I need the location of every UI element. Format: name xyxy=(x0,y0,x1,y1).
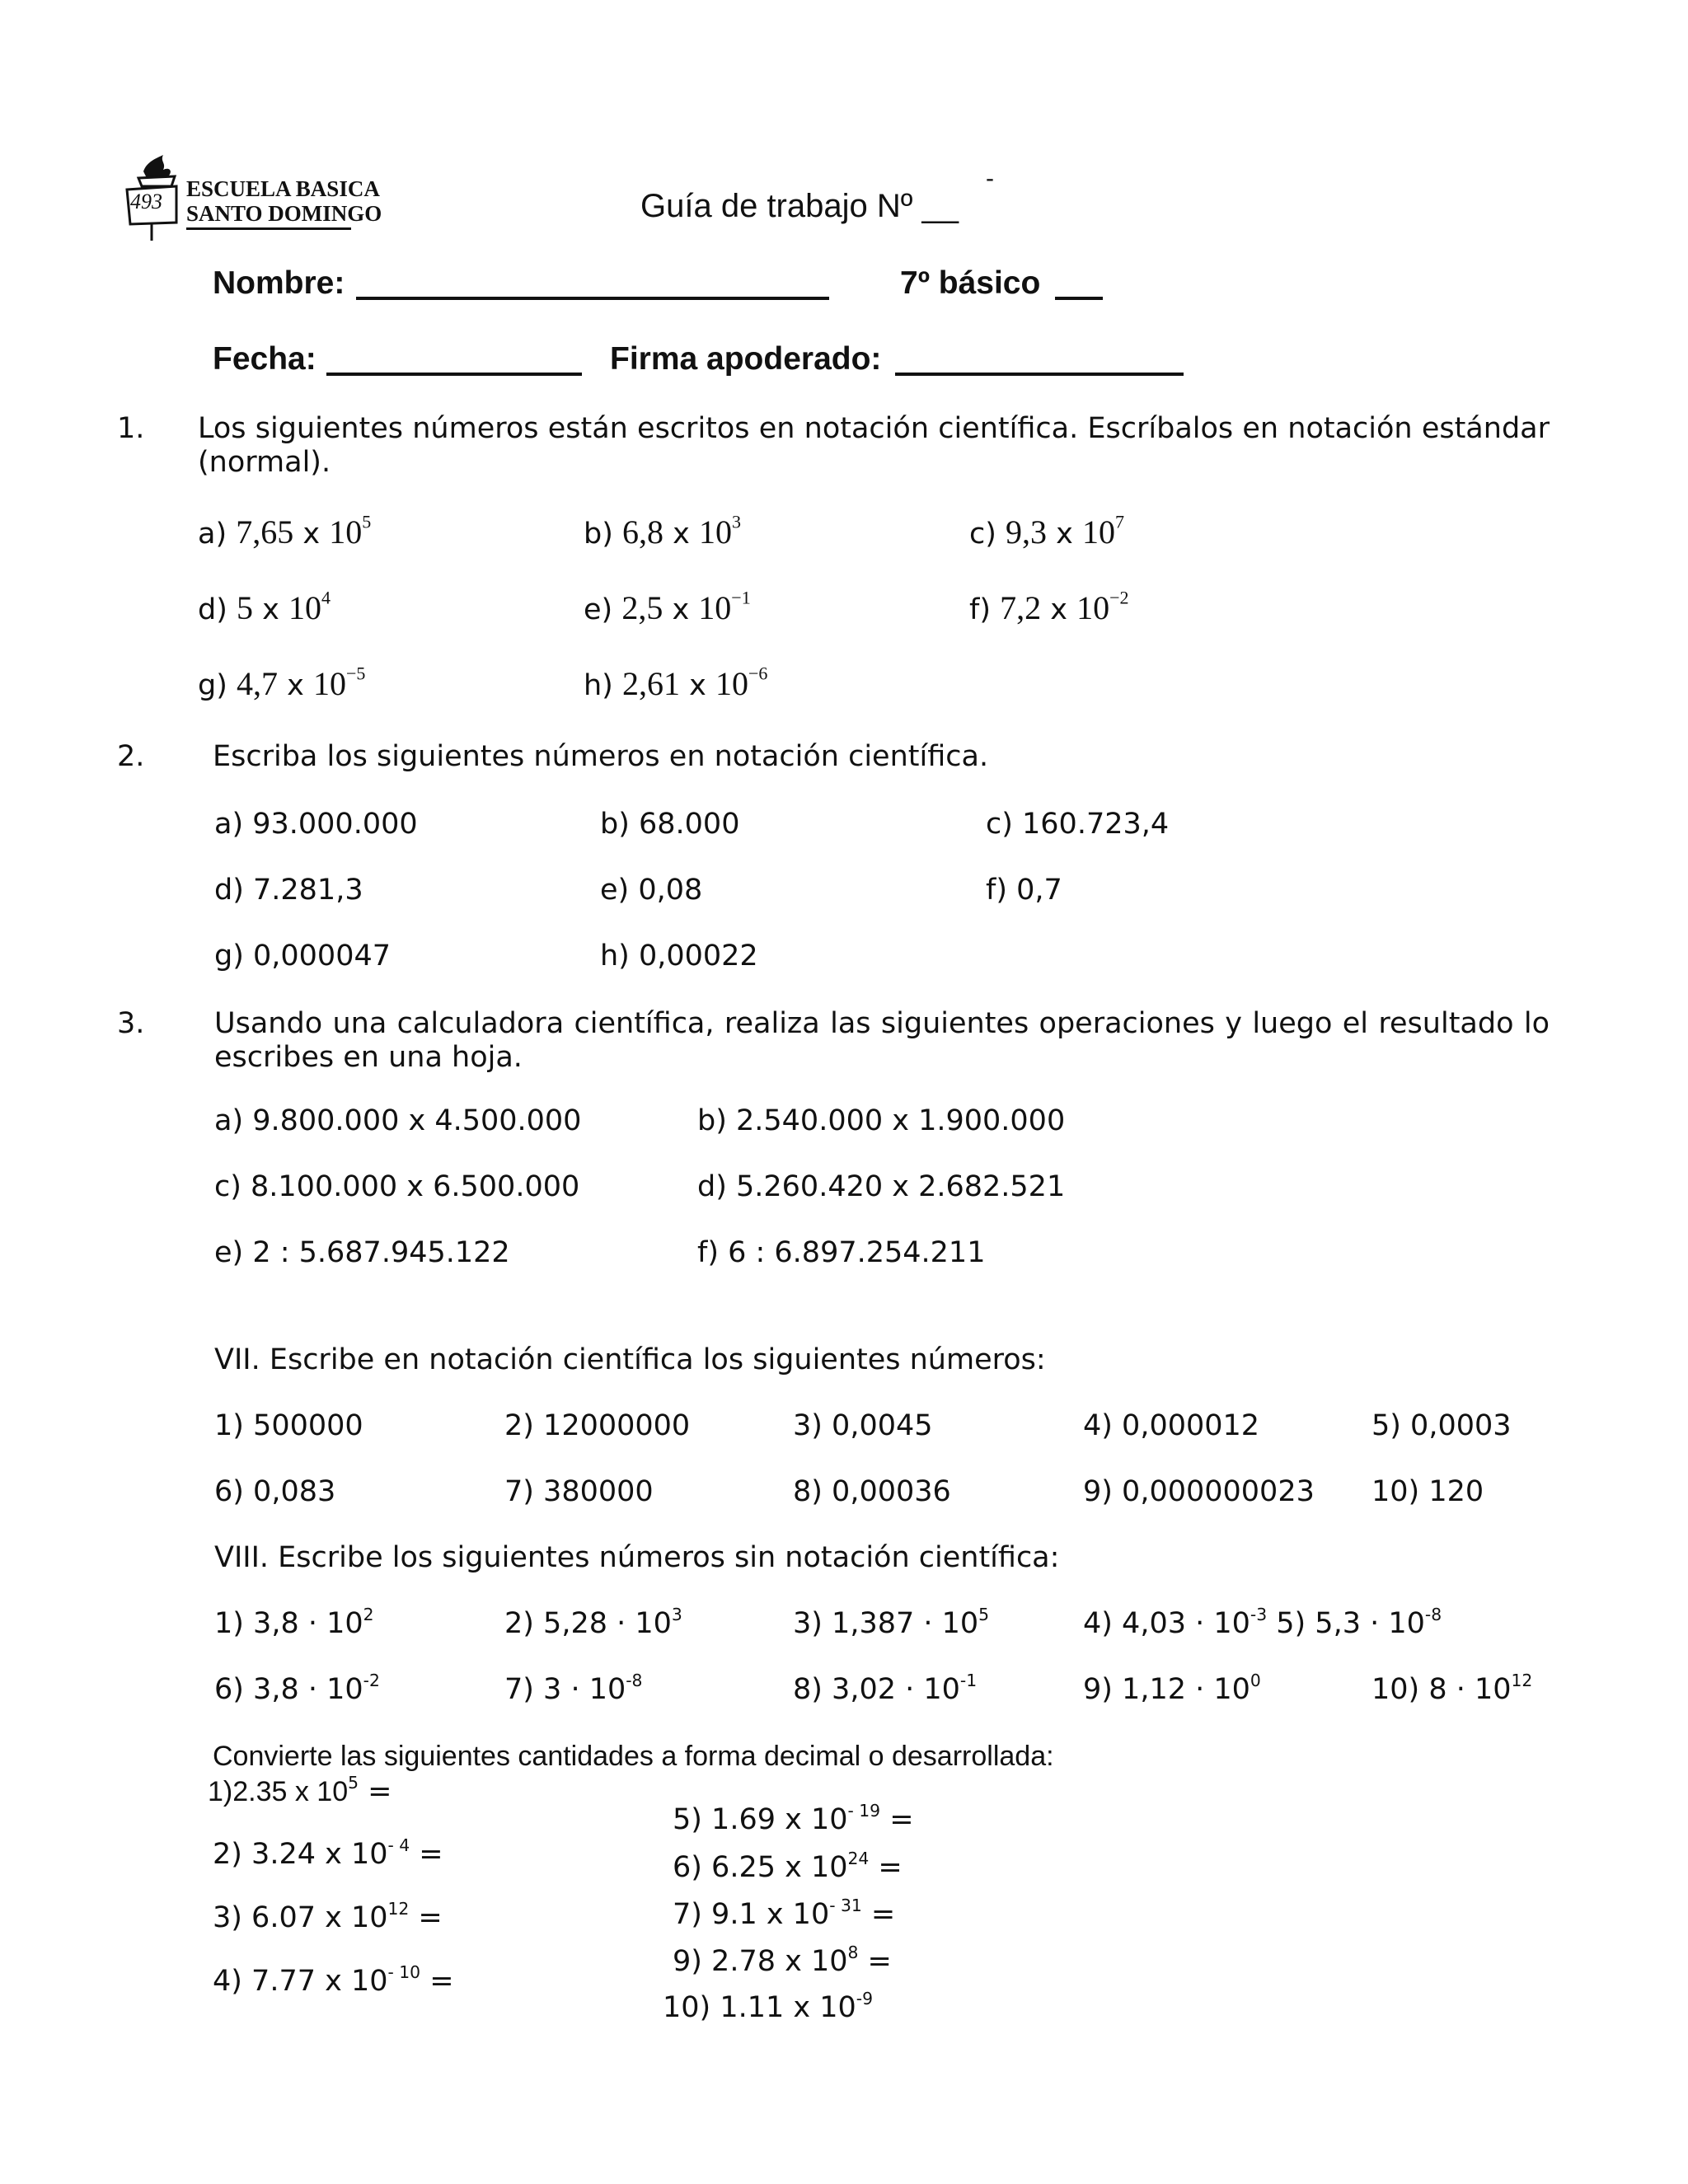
q1-number: 1. xyxy=(117,412,145,445)
q3-text: Usando una calculadora científica, realiza las siguientes operaciones y luego el resultado lo escribes en una hoja. xyxy=(214,1007,1550,1074)
q1-item-exponent: 5 xyxy=(362,511,372,532)
conversion-item-exponent: 8 xyxy=(847,1942,859,1962)
conversion-item-exponent: - 31 xyxy=(829,1895,862,1915)
viii-item: 6) $3,8 \cdot 10^{-2}$ xyxy=(214,1670,380,1706)
q2-text: Escriba los siguientes números en notación científica. xyxy=(213,740,989,773)
q3-item: a) 9.800.000 x 4.500.000 xyxy=(214,1104,582,1137)
conversion-item: 10) 1.11 x $10^{-9}$ xyxy=(663,1988,873,2024)
viii-item-exponent: 2 xyxy=(363,1604,374,1624)
vii-item: 4) 0,000012 xyxy=(1083,1409,1260,1442)
grade-label: 7º básico xyxy=(900,265,1041,301)
viii-item: 3) $1,387 \cdot 10^5$ xyxy=(793,1604,990,1640)
q1-item xyxy=(584,664,767,703)
q1-item-label: c) xyxy=(969,518,1006,551)
firma-field[interactable] xyxy=(895,373,1184,376)
q1-item-exponent: −2 xyxy=(1109,587,1129,608)
vii-item: 10) 120 xyxy=(1372,1475,1484,1508)
vii-item: 2) 12000000 xyxy=(504,1409,691,1442)
q1-item-base: $10^{-5}$ xyxy=(312,663,366,702)
q1-item-mantissa: 9,3 xyxy=(1006,513,1048,551)
viii-item-exponent: 0 xyxy=(1250,1670,1261,1690)
q1-item-label: d) xyxy=(198,593,237,626)
q1-item xyxy=(198,513,371,551)
q1-item-base: $10^{-2}$ xyxy=(1076,587,1129,626)
conversion-item-value: 2.35 x 10 xyxy=(232,1776,349,1807)
q2-item: d) 7.281,3 xyxy=(214,874,363,907)
q1-item-times: x xyxy=(1047,518,1082,551)
q1-item-label: h) xyxy=(584,669,622,702)
q1-item xyxy=(969,588,1129,627)
q1-item-times: x xyxy=(663,593,699,626)
fecha-label: Fecha: xyxy=(213,341,316,377)
vii-item: 8) 0,00036 xyxy=(793,1475,951,1508)
conversion-item: 2) 3.24 x $10^{- 4}$ = xyxy=(213,1835,443,1871)
conversion-item: 7) 9.1 x $10^{- 31}$ = xyxy=(673,1895,896,1931)
nombre-field[interactable] xyxy=(356,297,829,300)
q1-item-exponent: 3 xyxy=(731,511,741,532)
q1-item xyxy=(584,588,751,627)
vii-item: 3) 0,0045 xyxy=(793,1409,933,1442)
viii-item-exponent: -3 xyxy=(1250,1604,1268,1624)
q2-item: h) 0,00022 xyxy=(600,940,758,972)
q1-item-exponent: −6 xyxy=(748,663,768,684)
q1-item-times: x xyxy=(663,518,699,551)
q1-item xyxy=(584,513,741,551)
viii-item-exponent: -8 xyxy=(1424,1604,1442,1624)
vii-item: 7) 380000 xyxy=(504,1475,654,1508)
q3-item: e) 2 : 5.687.945.122 xyxy=(214,1236,510,1269)
q1-item-times: x xyxy=(679,669,715,702)
conversion-item-exponent: 12 xyxy=(387,1898,410,1919)
viii-item-exponent: 12 xyxy=(1511,1670,1533,1690)
q2-item: b) 68.000 xyxy=(600,808,740,841)
logo-number: 493 xyxy=(130,190,162,213)
q1-item-label: a) xyxy=(198,518,237,551)
q2-item: e) 0,08 xyxy=(600,874,703,907)
conversion-item: 1)2.35 x $10^5$ = xyxy=(208,1772,392,1808)
q1-item-times: x xyxy=(278,669,313,702)
nombre-label: Nombre: xyxy=(213,265,345,301)
section-vii-title: VII. Escribe en notación científica los siguientes números: xyxy=(214,1343,1046,1376)
q1-item-times: x xyxy=(1041,593,1077,626)
q2-item: f) 0,7 xyxy=(986,874,1062,907)
conversion-item: 5) 1.69 x $10^{- 19}$ = xyxy=(673,1800,914,1836)
conversion-item-exponent: - 19 xyxy=(847,1800,881,1821)
q1-item xyxy=(198,588,331,627)
section-viii-title: VIII. Escribe los siguientes números sin notación científica: xyxy=(214,1541,1060,1574)
q1-item-mantissa: 7,2 xyxy=(1000,589,1042,626)
viii-item: 4) $4,03 \cdot 10^{-3}$ 5) $5,3 \cdot 10^{-8}$ xyxy=(1083,1604,1442,1640)
q1-item-base: $10^3$ xyxy=(698,511,741,551)
q2-item: a) 93.000.000 xyxy=(214,808,418,841)
q1-item-base: $10^5$ xyxy=(329,511,372,551)
corner-mark: - xyxy=(986,165,994,192)
q1-item-times: x xyxy=(253,593,288,626)
q2-number: 2. xyxy=(117,740,145,773)
conversion-item: 3) 6.07 x $10^{12}$ = xyxy=(213,1898,443,1934)
logo-underline xyxy=(186,227,351,230)
conversion-item-exponent: 5 xyxy=(348,1772,359,1793)
conversion-title: Convierte las siguientes cantidades a forma decimal o desarrollada: xyxy=(213,1741,1054,1772)
q1-item-mantissa: 2,61 xyxy=(621,665,680,702)
q3-item: c) 8.100.000 x 6.500.000 xyxy=(214,1170,580,1203)
q1-item-mantissa: 5 xyxy=(237,589,253,626)
q1-item-exponent: −5 xyxy=(345,663,366,684)
fecha-field[interactable] xyxy=(326,373,582,376)
q1-item-label: b) xyxy=(584,518,622,551)
school-logo xyxy=(122,153,410,244)
q1-text: Los siguientes números están escritos en notación científica. Escríbalos en notación estándar (normal). xyxy=(198,412,1550,479)
q2-item: c) 160.723,4 xyxy=(986,808,1170,841)
viii-item: 2) $5,28 \cdot 10^3$ xyxy=(504,1604,682,1640)
q3-item: b) 2.540.000 x 1.900.000 xyxy=(697,1104,1066,1137)
q1-item-base: $10^7$ xyxy=(1082,511,1124,551)
conversion-item-number: 1) xyxy=(208,1776,233,1807)
q1-item-exponent: 4 xyxy=(321,587,331,608)
q1-item-base: $10^{-6}$ xyxy=(715,663,768,702)
vii-item: 5) 0,0003 xyxy=(1372,1409,1512,1442)
viii-item-exponent: 3 xyxy=(671,1604,682,1624)
school-name-line2: SANTO DOMINGO xyxy=(186,201,382,226)
q1-item xyxy=(969,513,1124,551)
q2-item: g) 0,000047 xyxy=(214,940,391,972)
conversion-item: 6) 6.25 x $10^{24}$ = xyxy=(673,1848,903,1884)
conversion-item: 4) 7.77 x $10^{- 10}$ = xyxy=(213,1961,454,1998)
vii-item: 1) 500000 xyxy=(214,1409,363,1442)
conversion-item-exponent: - 4 xyxy=(387,1835,410,1855)
q1-item-exponent: 7 xyxy=(1115,511,1124,532)
viii-item: 10) $8 \cdot 10^{12}$ xyxy=(1372,1670,1533,1706)
q1-item-mantissa: 7,65 xyxy=(236,513,294,551)
viii-item-exponent: -8 xyxy=(626,1670,643,1690)
conversion-item: 9) 2.78 x $10^8$ = xyxy=(673,1942,892,1978)
viii-item: 9) $1,12 \cdot 10^0$ xyxy=(1083,1670,1261,1706)
vii-item: 6) 0,083 xyxy=(214,1475,336,1508)
q1-item-label: g) xyxy=(198,669,237,702)
grade-field[interactable] xyxy=(1055,297,1103,300)
viii-item-exponent: 5 xyxy=(978,1604,990,1624)
q3-item: f) 6 : 6.897.254.211 xyxy=(697,1236,986,1269)
page-title: Guía de trabajo Nº __ xyxy=(640,188,959,224)
viii-item-exponent: -1 xyxy=(959,1670,978,1690)
viii-item: 7) $3 \cdot 10^{-8}$ xyxy=(504,1670,643,1706)
q1-item-base: $10^4$ xyxy=(288,587,331,626)
q1-item-times: x xyxy=(293,518,330,551)
firma-label: Firma apoderado: xyxy=(610,341,882,377)
conversion-item-exponent: 24 xyxy=(847,1848,870,1868)
q1-item-base: $10^{-1}$ xyxy=(698,587,751,626)
viii-item: 1) $3,8 \cdot 10^2$ xyxy=(214,1604,374,1640)
conversion-item-exponent: - 10 xyxy=(387,1961,421,1982)
conversion-item-exponent: -9 xyxy=(856,1988,873,2008)
q1-item-exponent: −1 xyxy=(731,587,751,608)
q3-number: 3. xyxy=(117,1007,145,1040)
q1-item-mantissa: 2,5 xyxy=(621,589,663,626)
vii-item: 9) 0,000000023 xyxy=(1083,1475,1315,1508)
q1-item-mantissa: 6,8 xyxy=(622,513,663,551)
q3-item: d) 5.260.420 x 2.682.521 xyxy=(697,1170,1066,1203)
q1-item-mantissa: 4,7 xyxy=(237,665,278,702)
q1-item xyxy=(198,664,365,703)
school-name-line1: ESCUELA BASICA xyxy=(186,176,380,201)
viii-item: 8) $3,02 \cdot 10^{-1}$ xyxy=(793,1670,978,1706)
q1-item-label: e) xyxy=(584,593,622,626)
viii-item-exponent: -2 xyxy=(363,1670,380,1690)
q1-item-label: f) xyxy=(969,593,1001,626)
